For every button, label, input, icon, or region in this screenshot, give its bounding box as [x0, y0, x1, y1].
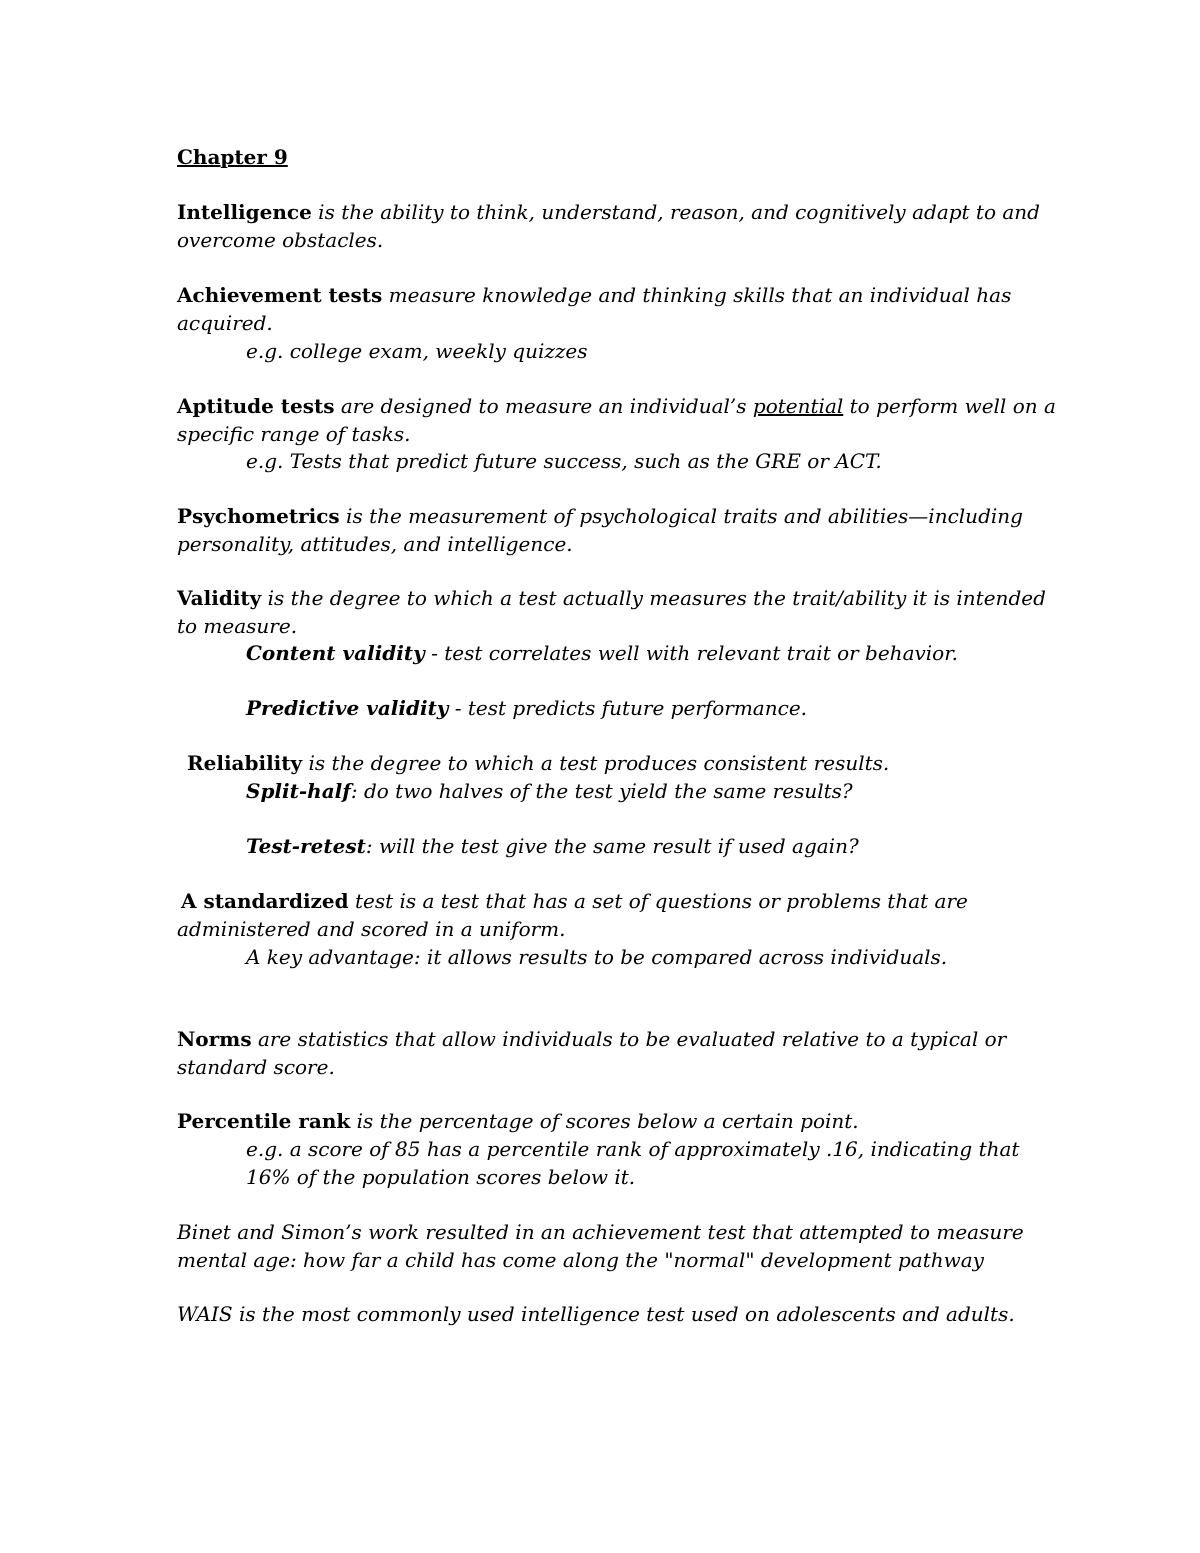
reliability-line-1: [187, 749, 889, 777]
validity-term: Validity: [177, 586, 262, 610]
norms-line-1: [177, 1025, 1006, 1053]
split-half-line: [246, 777, 853, 805]
norms-term: Norms: [177, 1027, 252, 1051]
test-retest-term: Test-retest: [246, 834, 366, 858]
standardized-advantage: A key advantage: it allows results to be compared across individuals.: [246, 945, 948, 969]
standardized-line-1: [181, 887, 968, 915]
reliability-term: Reliability: [187, 751, 303, 775]
split-half-term: Split-half: [246, 779, 351, 803]
achievement-term: Achievement tests: [177, 283, 383, 307]
intelligence-def-1: is the ability to think, understand, reason, and cognitively adapt to and: [311, 200, 1040, 224]
achievement-example: e.g. college exam, weekly quizzes: [246, 339, 588, 363]
achievement-def-2: acquired.: [177, 311, 273, 335]
content-validity-term: Content validity: [246, 641, 425, 665]
test-retest-def: : will the test give the same result if used again?: [365, 834, 859, 858]
achievement-def-1: measure knowledge and thinking skills that an individual has: [382, 283, 1012, 307]
percentile-example-2: 16% of the population scores below it.: [246, 1165, 636, 1189]
validity-def-1: is the degree to which a test actually measures the trait/ability it is intended: [261, 586, 1046, 610]
intelligence-term: Intelligence: [177, 200, 312, 224]
chapter-title: Chapter 9: [177, 145, 288, 169]
norms-def-1: are statistics that allow individuals to be evaluated relative to a typical or: [251, 1027, 1007, 1051]
intelligence-def-2: overcome obstacles.: [177, 228, 384, 252]
test-retest-line: [246, 832, 859, 860]
split-half-def: : do two halves of the test yield the same results?: [350, 779, 853, 803]
percentile-example-1: e.g. a score of 85 has a percentile rank of approximately .16, indicating that: [246, 1137, 1020, 1161]
aptitude-def-1a: are designed to measure an individual’s: [334, 394, 753, 418]
binet-line-1: Binet and Simon’s work resulted in an achievement test that attempted to measure: [177, 1220, 1024, 1244]
percentile-term: Percentile rank: [177, 1109, 351, 1133]
aptitude-term: Aptitude tests: [177, 394, 335, 418]
intelligence-line-1: [177, 198, 1040, 226]
standardized-term: A standardized: [181, 889, 349, 913]
aptitude-example: e.g. Tests that predict future success, such as the GRE or ACT.: [246, 449, 882, 473]
standardized-def-2: administered and scored in a uniform.: [177, 917, 566, 941]
binet-line-2: mental age: how far a child has come along the "normal" development pathway: [177, 1248, 984, 1272]
aptitude-def-2: specific range of tasks.: [177, 422, 411, 446]
aptitude-def-1c: to perform well on a: [843, 394, 1056, 418]
predictive-validity-term: Predictive validity: [246, 696, 449, 720]
standardized-def-1: test is a test that has a set of questions or problems that are: [348, 889, 968, 913]
psychometrics-line-1: [177, 502, 1023, 530]
percentile-line-1: [177, 1107, 859, 1135]
psychometrics-term: Psychometrics: [177, 504, 340, 528]
content-validity-line: [246, 639, 958, 667]
aptitude-line-1: [177, 392, 1056, 420]
psychometrics-def-2: personality, attitudes, and intelligence.: [177, 532, 573, 556]
aptitude-potential: potential: [752, 394, 844, 418]
achievement-line-1: [177, 281, 1011, 309]
content-validity-def: - test correlates well with relevant trait or behavior.: [424, 641, 958, 665]
psychometrics-def-1: is the measurement of psychological traits and abilities—including: [339, 504, 1023, 528]
validity-line-1: [177, 584, 1046, 612]
predictive-validity-line: [246, 694, 807, 722]
predictive-validity-def: - test predicts future performance.: [448, 696, 808, 720]
norms-def-2: standard score.: [177, 1055, 335, 1079]
wais-line: WAIS is the most commonly used intelligence test used on adolescents and adults.: [177, 1302, 1015, 1326]
percentile-def-1: is the percentage of scores below a certain point.: [350, 1109, 859, 1133]
validity-def-2: to measure.: [177, 614, 298, 638]
reliability-def-1: is the degree to which a test produces consistent results.: [302, 751, 890, 775]
